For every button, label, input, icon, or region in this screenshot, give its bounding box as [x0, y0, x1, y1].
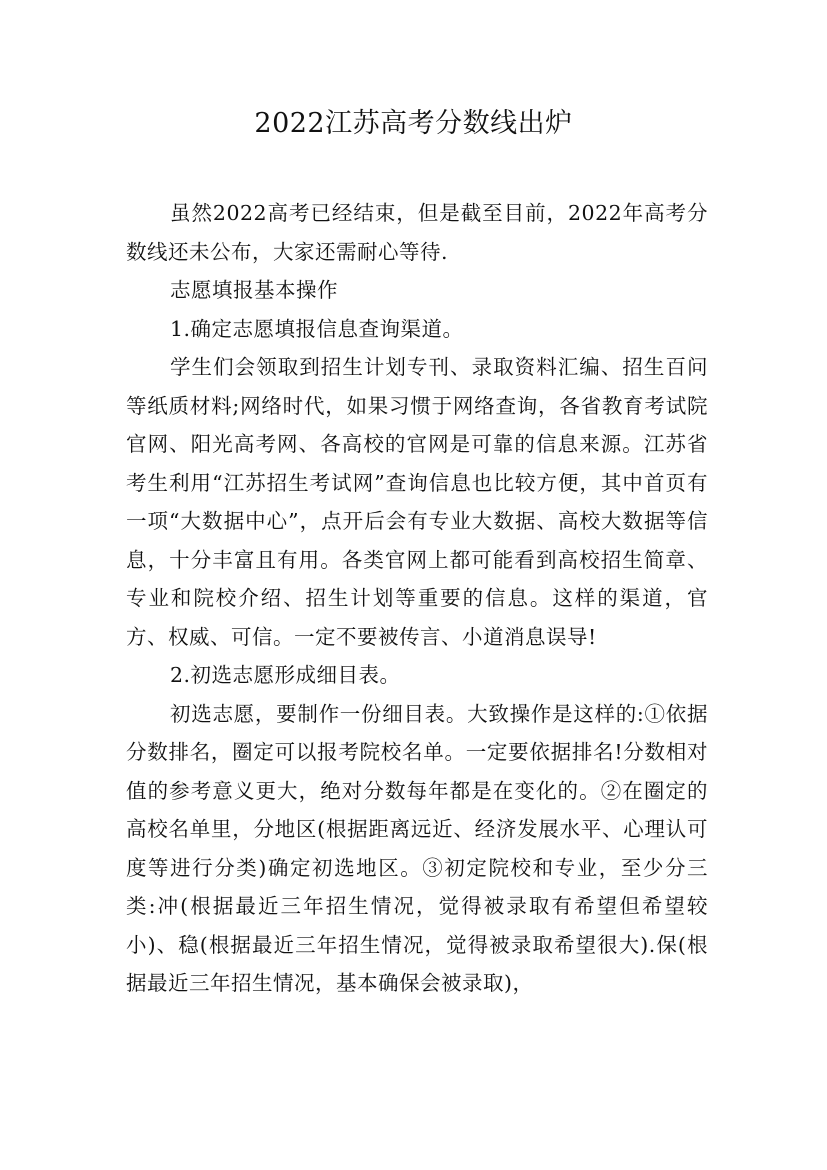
step-heading-1: 1.确定志愿填报信息查询渠道。 — [170, 316, 464, 341]
section-heading: 志愿填报基本操作 — [170, 278, 338, 302]
paragraph-step-1: 学生们会领取到招生计划专刊、录取资料汇编、招生百问等纸质材料;网络时代，如果习惯于网络查询，各省教育考试院官网、阳光高考网、各高校的官网是可靠的信息来源。江苏省考生利用“江苏招生考试网”查询信息也比较方便，其中首页有一项“大数据中心”，点开后会有专业大数据、高校大数据等信息，十分丰富且有用。各类官网上都可能看到高校招生简章、专业和院校介绍、招生计划等重要的信息。这样的渠道，官方、权威、可信。一定不要被传言、小道消息误导! — [126, 355, 708, 649]
paragraph-step-2: 初选志愿，要制作一份细目表。大致操作是这样的:①依据分数排名，圈定可以报考院校名单。一定要依据排名!分数相对值的参考意义更大，绝对分数每年都是在变化的。②在圈定的高校名单里，分地区(根据距离远近、经济发展水平、心理认可度等进行分类)确定初选地区。③初定院校和专业，至少分三类:冲(根据最近三年招生情况，觉得被录取有希望但希望较小)、稳(根据最近三年招生情况，觉得被录取希望很大).保(根据最近三年招生情况，基本确保会被录取)， — [126, 701, 708, 995]
step-heading-2: 2.初选志愿形成细目表。 — [170, 663, 401, 687]
document-title: 2022江苏高考分数线出炉 — [254, 108, 573, 139]
paragraph-intro: 虽然2022高考已经结束，但是截至目前，2022年高考分数线还未公布，大家还需耐心等待. — [126, 201, 708, 264]
document-body — [126, 194, 708, 1003]
